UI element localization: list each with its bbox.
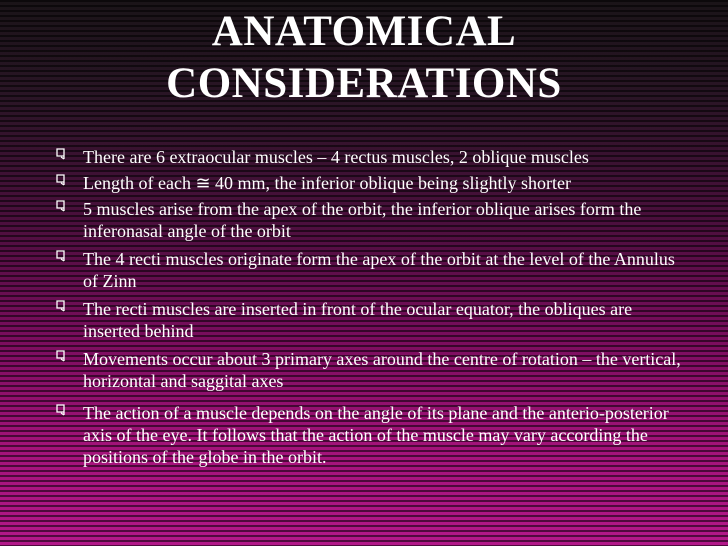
bullet-text-4: The 4 recti muscles originate form the apex of the orbit at the level of the Annulus of Zinn xyxy=(83,249,675,291)
bullet-text-7: The action of a muscle depends on the angle of its plane and the anterio-posterior axis of the eye. It follows that the action of the muscle may vary according the positions of the globe in the orbit. xyxy=(83,403,669,467)
checkbox-bullet-icon xyxy=(56,249,68,263)
bullet-text-5: The recti muscles are inserted in front of the ocular equator, the obliques are inserted behind xyxy=(83,299,633,341)
slide-title xyxy=(0,6,728,110)
checkbox-bullet-icon xyxy=(56,349,68,363)
checkbox-bullet-icon xyxy=(56,199,68,213)
checkbox-bullet-icon xyxy=(56,173,68,187)
bullet-item-4 xyxy=(56,248,683,292)
bullet-text-2: Length of each ≅ 40 mm, the inferior oblique being slightly shorter xyxy=(83,173,571,193)
checkbox-bullet-icon xyxy=(56,147,68,161)
checkbox-bullet-icon xyxy=(56,299,68,313)
bullet-item-6 xyxy=(56,348,693,392)
bullet-text-1: There are 6 extraocular muscles – 4 rectus muscles, 2 oblique muscles xyxy=(83,147,589,167)
bullet-item-7 xyxy=(56,402,698,468)
bullet-list xyxy=(56,146,696,468)
bullet-text-6: Movements occur about 3 primary axes around the centre of rotation – the vertical, horizontal and saggital axes xyxy=(83,349,681,391)
bullet-item-1 xyxy=(56,146,693,168)
bullet-item-5 xyxy=(56,298,643,342)
bullet-item-2 xyxy=(56,172,693,194)
title-line-1: ANATOMICAL xyxy=(211,8,517,55)
checkbox-bullet-icon xyxy=(56,403,68,417)
bullet-item-3 xyxy=(56,198,683,242)
title-line-2: CONSIDERATIONS xyxy=(166,60,562,107)
bullet-text-3: 5 muscles arise from the apex of the orbit, the inferior oblique arises form the inferonasal angle of the orbit xyxy=(83,199,642,241)
